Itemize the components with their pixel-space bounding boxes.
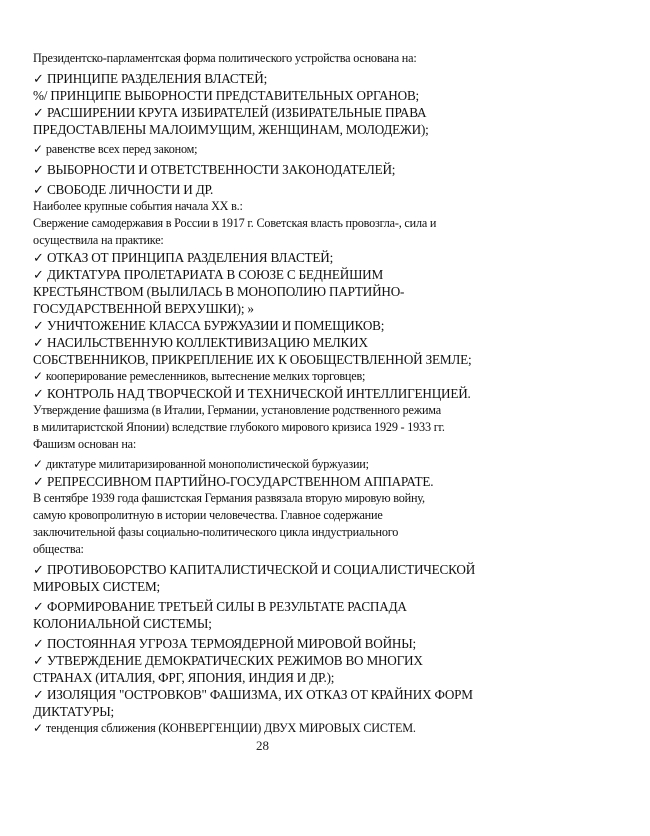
bullet-line: ✓ ОТКАЗ ОТ ПРИНЦИПА РАЗДЕЛЕНИЯ ВЛАСТЕЙ; — [33, 250, 334, 265]
bullet-line: ✓ ПРИНЦИПЕ РАЗДЕЛЕНИЯ ВЛАСТЕЙ; — [33, 71, 268, 86]
bullet-line: ✓ НАСИЛЬСТВЕННУЮ КОЛЛЕКТИВИЗАЦИЮ МЕЛКИХ — [33, 335, 368, 350]
paragraph-line: осуществила на практике: — [33, 233, 164, 247]
intro-line: Президентско-парламентская форма политического устройства основана на: — [33, 51, 417, 65]
bullet-continuation: ГОСУДАРСТВЕННОЙ ВЕРХУШКИ); » — [33, 301, 254, 316]
document-body — [33, 50, 633, 737]
bullet-line: ✓ равенстве всех перед законом; — [33, 142, 198, 156]
bullet-line: ✓ кооперирование ремесленников, вытеснение мелких торговцев; — [33, 369, 366, 383]
bullet-continuation: МИРОВЫХ СИСТЕМ; — [33, 579, 161, 594]
bullet-line: ✓ ФОРМИРОВАНИЕ ТРЕТЬЕЙ СИЛЫ В РЕЗУЛЬТАТЕ РАСПАДА — [33, 599, 407, 614]
bullet-line: ✓ ИЗОЛЯЦИЯ "ОСТРОВКОВ" ФАШИЗМА, ИХ ОТКАЗ ОТ КРАЙНИХ ФОРМ — [33, 687, 473, 702]
paragraph-line: В сентябре 1939 года фашистская Германия развязала вторую мировую войну, — [33, 491, 425, 505]
heading-line: Фашизм основан на: — [33, 437, 137, 451]
paragraph-line: Утверждение фашизма (в Италии, Германии, установление родственного режима — [33, 403, 441, 417]
paragraph-line: заключительной фазы социально-политического цикла индустриального — [33, 525, 399, 539]
heading-line: Наиболее крупные события начала XX в.: — [33, 199, 243, 213]
bullet-line: ✓ ВЫБОРНОСТИ И ОТВЕТСТВЕННОСТИ ЗАКОНОДАТЕЛЕЙ; — [33, 162, 396, 177]
bullet-line: ✓ СВОБОДЕ ЛИЧНОСТИ И ДР. — [33, 182, 214, 197]
paragraph-line: Свержение самодержавия в России в 1917 г. Советская власть провозгла-, сила и — [33, 216, 437, 230]
paragraph-line: в милитаристской Японии) вследствие глубокого мирового кризиса 1929 - 1933 гг. — [33, 420, 445, 434]
bullet-continuation: КОЛОНИАЛЬНОЙ СИСТЕМЫ; — [33, 616, 212, 631]
bullet-line: ✓ тенденция сближения (КОНВЕРГЕНЦИИ) ДВУХ МИРОВЫХ СИСТЕМ. — [33, 721, 416, 735]
bullet-line: %/ ПРИНЦИПЕ ВЫБОРНОСТИ ПРЕДСТАВИТЕЛЬНЫХ ОРГАНОВ; — [33, 88, 420, 103]
paragraph-line: общества: — [33, 542, 84, 556]
bullet-line: ✓ КОНТРОЛЬ НАД ТВОРЧЕСКОЙ И ТЕХНИЧЕСКОЙ ИНТЕЛЛИГЕНЦИЕЙ. — [33, 386, 471, 401]
bullet-continuation: СОБСТВЕННИКОВ, ПРИКРЕПЛЕНИЕ ИХ К ОБОБЩЕСТВЛЕННОЙ ЗЕМЛЕ; — [33, 352, 472, 367]
bullet-line: ✓ УТВЕРЖДЕНИЕ ДЕМОКРАТИЧЕСКИХ РЕЖИМОВ ВО МНОГИХ — [33, 653, 423, 668]
paragraph-line: самую кровопролитную в истории человечества. Главное содержание — [33, 508, 383, 522]
bullet-line: ✓ РЕПРЕССИВНОМ ПАРТИЙНО-ГОСУДАРСТВЕННОМ АППАРАТЕ. — [33, 474, 434, 489]
bullet-line: ✓ РАСШИРЕНИИ КРУГА ИЗБИРАТЕЛЕЙ (ИЗБИРАТЕЛЬНЫЕ ПРАВА — [33, 105, 427, 120]
page-number: 28 — [256, 738, 269, 753]
bullet-line: ✓ УНИЧТОЖЕНИЕ КЛАССА БУРЖУАЗИИ И ПОМЕЩИКОВ; — [33, 318, 385, 333]
bullet-continuation: ПРЕДОСТАВЛЕНЫ МАЛОИМУЩИМ, ЖЕНЩИНАМ, МОЛОДЕЖИ); — [33, 122, 429, 137]
bullet-line: ✓ ПОСТОЯННАЯ УГРОЗА ТЕРМОЯДЕРНОЙ МИРОВОЙ ВОЙНЫ; — [33, 636, 417, 651]
bullet-line: ✓ диктатуре милитаризированной монополистической буржуазии; — [33, 457, 369, 471]
bullet-continuation: КРЕСТЬЯНСТВОМ (ВЫЛИЛАСЬ В МОНОПОЛИЮ ПАРТИЙНО- — [33, 284, 405, 299]
bullet-line: ✓ ДИКТАТУРА ПРОЛЕТАРИАТА В СОЮЗЕ С БЕДНЕЙШИМ — [33, 267, 384, 282]
bullet-continuation: СТРАНАХ (ИТАЛИЯ, ФРГ, ЯПОНИЯ, ИНДИЯ И ДР.); — [33, 670, 335, 685]
bullet-continuation: ДИКТАТУРЫ; — [33, 704, 114, 719]
bullet-line: ✓ ПРОТИВОБОРСТВО КАПИТАЛИСТИЧЕСКОЙ И СОЦИАЛИСТИЧЕСКОЙ — [33, 562, 476, 577]
